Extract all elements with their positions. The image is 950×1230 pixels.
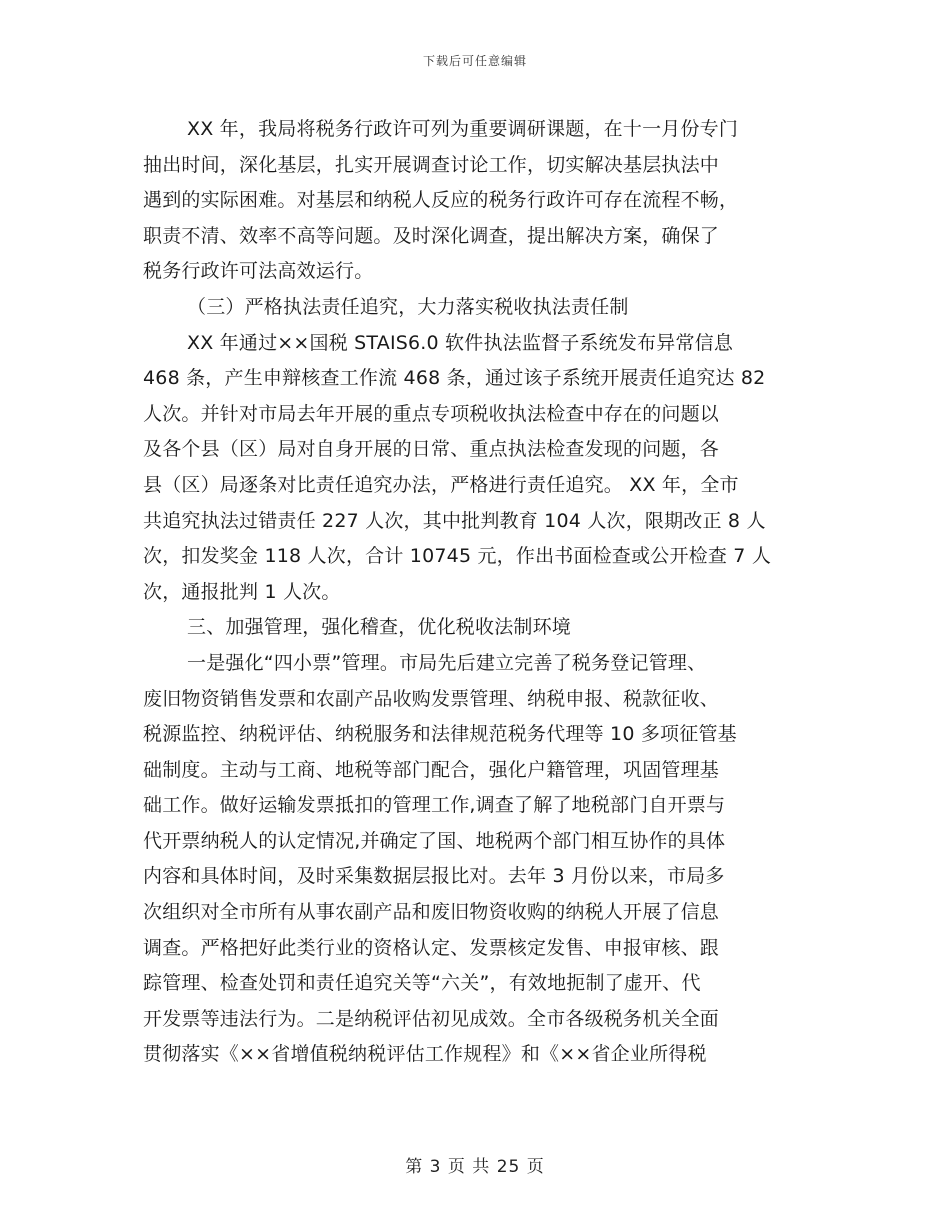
paragraph-line: 开发票等违法行为。二是纳税评估初见成效。全市各级税务机关全面: [143, 1007, 720, 1030]
paragraph-line: 础工作。做好运输发票抵扣的管理工作,调查了解了地税部门自开票与: [143, 794, 726, 817]
paragraph-line: 县（区）局逐条对比责任追究办法，严格进行责任追究。 XX 年，全市: [143, 473, 739, 496]
paragraph-line: 贯彻落实《××省增值税纳税评估工作规程》和《××省企业所得税: [143, 1043, 707, 1066]
paragraph-line: 及各个县（区）局对自身开展的日常、重点执法检查发现的问题，各: [143, 438, 720, 461]
paragraph-line: 次，扣发奖金 118 人次，合计 10745 元，作出书面检查或公开检查 7 人: [143, 545, 772, 568]
paragraph-line: 废旧物资销售发票和农副产品收购发票管理、纳税申报、税款征收、: [143, 687, 720, 710]
paragraph-line: 人次。并针对市局去年开展的重点专项税收执法检查中存在的问题以: [143, 402, 720, 425]
paragraph-line: 税源监控、纳税评估、纳税服务和法律规范税务代理等 10 多项征管基: [143, 723, 737, 746]
paragraph-line: 抽出时间，深化基层，扎实开展调查讨论工作，切实解决基层执法中: [143, 153, 720, 176]
paragraph-line: 共追究执法过错责任 227 人次，其中批判教育 104 人次，限期改正 8 人: [143, 509, 766, 532]
page-number-footer: 第 3 页 共 25 页: [405, 1157, 545, 1177]
paragraph-line: 职责不清、效率不高等问题。及时深化调查，提出解决方案，确保了: [143, 224, 720, 247]
paragraph-line: 468 条，产生申辩核查工作流 468 条，通过该子系统开展责任追究达 82: [143, 367, 766, 390]
document-body: [143, 112, 811, 1073]
paragraph-line: 次，通报批判 1 人次。: [143, 580, 341, 603]
paragraph-line: XX 年通过××国税 STAIS6.0 软件执法监督子系统发布异常信息: [187, 331, 734, 354]
paragraph-line: 税务行政许可法高效运行。: [143, 260, 374, 283]
paragraph-line: 调查。严格把好此类行业的资格认定、发票核定发售、申报审核、跟: [143, 936, 720, 959]
page-header: 下载后可任意编辑: [422, 54, 527, 68]
paragraph-line: 踪管理、检查处罚和责任追究关等“六关”，有效地扼制了虚开、代: [143, 972, 701, 995]
section-heading: （三）严格执法责任追究，大力落实税收执法责任制: [187, 295, 629, 318]
paragraph-line: 代开票纳税人的认定情况,并确定了国、地税两个部门相互协作的具体: [143, 829, 726, 852]
paragraph-line: 一是强化“四小票”管理。市局先后建立完善了税务登记管理、: [187, 651, 707, 674]
paragraph-line: 内容和具体时间，及时采集数据层报比对。去年 3 月份以来，市局多: [143, 865, 725, 888]
section-heading: 三、加强管理，强化稽查，优化税收法制环境: [187, 616, 572, 639]
paragraph-line: 遇到的实际困难。对基层和纳税人反应的税务行政许可存在流程不畅，: [143, 189, 739, 212]
paragraph-line: 次组织对全市所有从事农副产品和废旧物资收购的纳税人开展了信息: [143, 901, 720, 924]
paragraph-line: XX 年，我局将税务行政许可列为重要调研课题，在十一月份专门: [187, 118, 739, 140]
paragraph-line: 础制度。主动与工商、地税等部门配合，强化户籍管理，巩固管理基: [143, 758, 720, 781]
